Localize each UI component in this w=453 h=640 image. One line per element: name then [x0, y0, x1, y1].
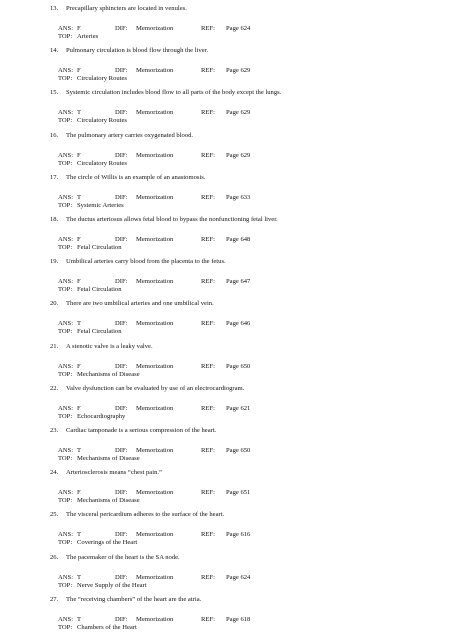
dif-label: DIF:: [115, 278, 128, 286]
topic-row: [58, 202, 440, 210]
dif-value: Memorization: [136, 489, 174, 497]
ref-label: REF:: [201, 151, 215, 159]
question-text-line: [50, 343, 440, 351]
dif-value: Memorization: [136, 531, 174, 539]
ans-label: ANS:: [58, 193, 74, 201]
dif-value: Memorization: [136, 320, 174, 328]
answer-meta: [50, 320, 440, 336]
ref-value: Page 629: [226, 151, 251, 159]
dif-label: DIF:: [115, 404, 128, 412]
answer-meta: [50, 236, 440, 252]
answer-meta: [50, 363, 440, 379]
ans-label: ANS:: [58, 109, 74, 117]
answer-row: [58, 489, 440, 497]
ans-value: T: [77, 615, 82, 623]
question-text-line: [50, 385, 440, 393]
top-value: Fetal Circulation: [77, 286, 122, 294]
ref-label: REF:: [201, 320, 215, 328]
topic-row: [58, 75, 440, 83]
dif-label: DIF:: [115, 615, 128, 623]
dif-label: DIF:: [115, 151, 128, 159]
question-item: [50, 427, 440, 463]
answer-row: [58, 25, 440, 33]
ref-label: REF:: [201, 531, 215, 539]
ref-label: REF:: [201, 404, 215, 412]
question-number: 14.: [50, 47, 59, 55]
top-label: TOP:: [58, 75, 73, 83]
dif-label: DIF:: [115, 362, 128, 370]
ans-label: ANS:: [58, 278, 74, 286]
ref-value: Page 647: [226, 278, 251, 286]
topic-row: [58, 244, 440, 252]
dif-value: Memorization: [136, 278, 174, 286]
dif-value: Memorization: [136, 362, 174, 370]
question-number: 27.: [50, 595, 59, 603]
question-text-line: [50, 258, 440, 266]
ref-label: REF:: [201, 573, 215, 581]
ref-label: REF:: [201, 615, 215, 623]
topic-row: [58, 33, 440, 41]
ref-label: REF:: [201, 489, 215, 497]
topic-row: [58, 582, 440, 590]
dif-value: Memorization: [136, 404, 174, 412]
top-label: TOP:: [58, 623, 73, 631]
ans-label: ANS:: [58, 67, 74, 75]
ans-label: ANS:: [58, 447, 74, 454]
question-item: [50, 89, 440, 125]
question-text: Cardiac tamponade is a serious compression of the heart.: [66, 427, 217, 434]
question-text: Systemic circulation includes blood flow to all parts of the body except the lungs.: [66, 89, 282, 97]
top-label: TOP:: [58, 370, 73, 378]
question-text-line: [50, 300, 440, 308]
answer-meta: [50, 447, 440, 463]
question-text: Valve dysfunction can be evaluated by use of an electrocardiogram.: [66, 384, 245, 392]
question-number: 25.: [50, 511, 59, 519]
question-item: [50, 343, 440, 379]
top-value: Circulatory Routes: [77, 75, 127, 83]
question-text: The ductus arteriosus allows fetal blood to bypass the nonfunctioning fetal liver.: [66, 216, 278, 223]
topic-row: [58, 286, 440, 294]
top-label: TOP:: [58, 497, 73, 505]
ans-label: ANS:: [58, 362, 74, 370]
ans-label: ANS:: [58, 531, 74, 539]
question-item: [50, 132, 440, 168]
question-text: The pacemaker of the heart is the SA node.: [66, 553, 180, 561]
dif-value: Memorization: [136, 193, 174, 201]
answer-meta: [50, 67, 440, 83]
ref-value: Page 629: [226, 109, 251, 117]
question-text-line: [50, 216, 440, 224]
topic-row: [58, 328, 440, 336]
question-text-line: [50, 47, 440, 55]
answer-meta: [50, 405, 440, 421]
ans-value: F: [77, 25, 81, 32]
question-text-line: [50, 596, 440, 604]
question-text-line: [50, 427, 440, 435]
answer-meta: [50, 278, 440, 294]
dif-label: DIF:: [115, 320, 128, 328]
top-label: TOP:: [58, 328, 73, 336]
answer-meta: [50, 616, 440, 632]
top-value: Systemic Arteries: [77, 201, 124, 209]
topic-row: [58, 160, 440, 168]
dif-value: Memorization: [136, 67, 174, 75]
question-text-line: [50, 89, 440, 97]
ref-label: REF:: [201, 109, 215, 117]
ans-value: T: [77, 109, 82, 117]
question-number: 24.: [50, 469, 59, 477]
ref-value: Page 624: [226, 25, 251, 32]
top-label: TOP:: [58, 539, 73, 547]
ref-label: REF:: [201, 362, 215, 370]
ref-value: Page 618: [226, 615, 251, 623]
ans-value: F: [77, 404, 81, 412]
ans-label: ANS:: [58, 615, 74, 623]
ans-label: ANS:: [58, 404, 74, 412]
question-item: [50, 47, 440, 83]
dif-label: DIF:: [115, 531, 128, 539]
question-number: 18.: [50, 216, 59, 223]
question-text: There are two umbilical arteries and one umbilical vein.: [66, 300, 214, 308]
answer-row: [58, 363, 440, 371]
dif-value: Memorization: [136, 615, 174, 623]
dif-label: DIF:: [115, 25, 128, 32]
top-value: Mechanisms of Disease: [77, 455, 140, 462]
question-text-line: [50, 5, 440, 13]
question-item: [50, 216, 440, 252]
question-item: [50, 554, 440, 590]
question-text: The visceral pericardium adheres to the surface of the heart.: [66, 511, 225, 519]
answer-row: [58, 278, 440, 286]
dif-value: Memorization: [136, 236, 174, 243]
question-item: [50, 469, 440, 505]
ans-value: F: [77, 236, 81, 243]
question-text: A stenotic valve is a leaky valve.: [66, 342, 153, 350]
ans-value: F: [77, 362, 81, 370]
dif-value: Memorization: [136, 151, 174, 159]
question-item: [50, 5, 440, 41]
dif-label: DIF:: [115, 489, 128, 497]
question-text: Arteriosclerosis means “chest pain.”: [66, 469, 162, 477]
top-value: Mechanisms of Disease: [77, 497, 140, 505]
question-number: 21.: [50, 342, 59, 350]
ref-label: REF:: [201, 278, 215, 286]
answer-meta: [50, 531, 440, 547]
answer-row: [58, 236, 440, 244]
dif-label: DIF:: [115, 573, 128, 581]
answer-row: [58, 616, 440, 624]
ans-label: ANS:: [58, 25, 74, 32]
question-number: 20.: [50, 300, 59, 308]
top-value: Echocardiography: [77, 412, 126, 420]
top-label: TOP:: [58, 201, 73, 209]
question-item: [50, 300, 440, 336]
ans-value: T: [77, 320, 82, 328]
answer-row: [58, 320, 440, 328]
answer-meta: [50, 25, 440, 41]
answer-row: [58, 194, 440, 202]
answer-row: [58, 109, 440, 117]
ans-value: F: [77, 67, 81, 75]
top-value: Chambers of the Heart: [77, 623, 137, 631]
topic-row: [58, 455, 440, 463]
top-value: Circulatory Routes: [77, 159, 127, 167]
top-label: TOP:: [58, 117, 73, 125]
ref-value: Page 616: [226, 531, 251, 539]
top-value: Fetal Circulation: [77, 328, 122, 336]
ans-label: ANS:: [58, 151, 74, 159]
topic-row: [58, 117, 440, 125]
question-text-line: [50, 554, 440, 562]
answer-row: [58, 574, 440, 582]
question-number: 22.: [50, 384, 59, 392]
answer-row: [58, 405, 440, 413]
question-text: The pulmonary artery carries oxygenated blood.: [66, 131, 194, 139]
ref-value: Page 651: [226, 489, 251, 497]
ans-value: T: [77, 531, 82, 539]
question-text-line: [50, 132, 440, 140]
question-number: 15.: [50, 89, 59, 97]
answer-meta: [50, 109, 440, 125]
dif-label: DIF:: [115, 193, 128, 201]
top-value: Fetal Circulation: [77, 244, 122, 251]
question-text: The “receiving chambers” of the heart are the atria.: [66, 595, 202, 603]
ref-value: Page 633: [226, 193, 251, 201]
ref-value: Page 650: [226, 447, 251, 454]
ans-value: F: [77, 489, 81, 497]
ans-value: F: [77, 278, 81, 286]
topic-row: [58, 371, 440, 379]
question-text-line: [50, 174, 440, 182]
ref-value: Page 621: [226, 404, 251, 412]
ref-label: REF:: [201, 236, 215, 243]
question-item: [50, 511, 440, 547]
ref-label: REF:: [201, 193, 215, 201]
dif-value: Memorization: [136, 573, 174, 581]
ref-label: REF:: [201, 25, 215, 32]
answer-meta: [50, 194, 440, 210]
top-value: Circulatory Routes: [77, 117, 127, 125]
dif-label: DIF:: [115, 109, 128, 117]
top-value: Arteries: [77, 33, 99, 40]
answer-meta: [50, 489, 440, 505]
top-value: Nerve Supply of the Heart: [77, 581, 147, 589]
ref-value: Page 624: [226, 573, 251, 581]
question-text-line: [50, 469, 440, 477]
ref-value: Page 648: [226, 236, 251, 243]
question-item: [50, 174, 440, 210]
question-text: Pulmonary circulation is blood flow through the liver.: [66, 47, 209, 55]
question-text-line: [50, 511, 440, 519]
top-value: Coverings of the Heart: [77, 539, 138, 547]
question-number: 16.: [50, 131, 59, 139]
question-number: 17.: [50, 173, 59, 181]
ref-value: Page 650: [226, 362, 251, 370]
top-label: TOP:: [58, 159, 73, 167]
ref-value: Page 646: [226, 320, 251, 328]
question-number: 23.: [50, 427, 59, 434]
question-item: [50, 258, 440, 294]
ans-value: T: [77, 193, 82, 201]
top-label: TOP:: [58, 455, 73, 462]
ref-label: REF:: [201, 447, 215, 454]
ans-label: ANS:: [58, 320, 74, 328]
ans-label: ANS:: [58, 236, 74, 243]
answer-row: [58, 531, 440, 539]
answer-row: [58, 152, 440, 160]
topic-row: [58, 497, 440, 505]
top-label: TOP:: [58, 286, 73, 294]
top-value: Mechanisms of Disease: [77, 370, 140, 378]
dif-label: DIF:: [115, 447, 128, 454]
answer-row: [58, 447, 440, 455]
dif-label: DIF:: [115, 67, 128, 75]
question-text: Precapillary sphincters are located in venules.: [66, 5, 187, 12]
question-item: [50, 596, 440, 632]
top-label: TOP:: [58, 33, 73, 40]
ref-value: Page 629: [226, 67, 251, 75]
answer-meta: [50, 574, 440, 590]
ans-label: ANS:: [58, 573, 74, 581]
ans-value: F: [77, 151, 81, 159]
topic-row: [58, 413, 440, 421]
question-item: [50, 385, 440, 421]
topic-row: [58, 539, 440, 547]
question-number: 13.: [50, 5, 59, 12]
ans-value: T: [77, 573, 82, 581]
ans-value: T: [77, 447, 82, 454]
topic-row: [58, 624, 440, 632]
question-number: 26.: [50, 553, 59, 561]
ans-label: ANS:: [58, 489, 74, 497]
answer-meta: [50, 152, 440, 168]
dif-value: Memorization: [136, 109, 174, 117]
top-label: TOP:: [58, 412, 73, 420]
question-text: The circle of Willis is an example of an anastomosis.: [66, 173, 206, 181]
top-label: TOP:: [58, 581, 73, 589]
top-label: TOP:: [58, 244, 73, 251]
dif-value: Memorization: [136, 25, 174, 32]
dif-value: Memorization: [136, 447, 174, 454]
question-text: Umbilical arteries carry blood from the placenta to the fetus.: [66, 258, 226, 266]
ref-label: REF:: [201, 67, 215, 75]
dif-label: DIF:: [115, 236, 128, 243]
answer-row: [58, 67, 440, 75]
question-number: 19.: [50, 258, 59, 266]
